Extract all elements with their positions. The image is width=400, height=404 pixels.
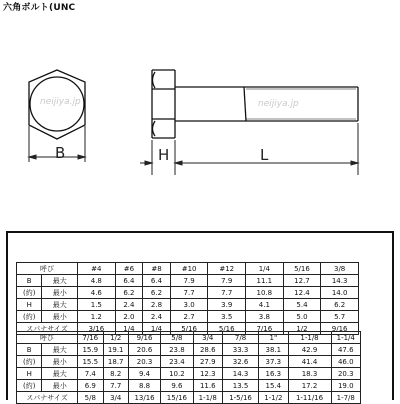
- table-cell: 1-1/2: [259, 392, 288, 404]
- table-cell: 4.6: [78, 287, 116, 299]
- table-row: [17, 392, 361, 404]
- page-title: 六角ボルト(UNC: [3, 3, 76, 13]
- row-group-label: H: [17, 368, 42, 380]
- header-cell: 呼び: [17, 263, 78, 275]
- table-cell: 2.7: [170, 311, 208, 323]
- row-group-label: H: [17, 299, 42, 311]
- table-cell: 20.6: [128, 344, 160, 356]
- table-cell: 2.4: [115, 299, 143, 311]
- table-cell: 18.7: [103, 356, 128, 368]
- table-cell: 15.4: [259, 380, 288, 392]
- table-cell: 5.0: [283, 311, 321, 323]
- row-sub-label: 最小: [42, 287, 78, 299]
- header-cell: 1-1/8: [288, 332, 331, 344]
- table-cell: 8.2: [103, 368, 128, 380]
- table-cell: 2.8: [143, 299, 171, 311]
- table-cell: 15.5: [78, 356, 104, 368]
- header-cell: 7/8: [222, 332, 258, 344]
- header-cell: 9/16: [128, 332, 160, 344]
- header-cell: #6: [115, 263, 143, 275]
- spec-table-1: [16, 262, 359, 335]
- table-header-row: [17, 332, 361, 344]
- watermark: neijiya.jp: [40, 97, 81, 107]
- table-cell: 3/16: [78, 323, 116, 335]
- table-cell: 13.5: [222, 380, 258, 392]
- header-cell: 5/16: [283, 263, 321, 275]
- table-cell: 14.0: [321, 287, 359, 299]
- dimension-b-label: B: [55, 144, 66, 162]
- table-cell: 28.6: [193, 344, 222, 356]
- table-row: [17, 299, 359, 311]
- header-cell: #8: [143, 263, 171, 275]
- table-cell: 38.1: [259, 344, 288, 356]
- table-cell: 9.4: [128, 368, 160, 380]
- table-cell: 1.2: [78, 311, 116, 323]
- table-cell: 4.8: [78, 275, 116, 287]
- table-cell: 6.2: [115, 287, 143, 299]
- table-cell: 1.5: [78, 299, 116, 311]
- table-cell: 6.4: [143, 275, 171, 287]
- table-cell: 6.4: [115, 275, 143, 287]
- table-cell: 15/16: [161, 392, 193, 404]
- table-cell: 3/4: [103, 392, 128, 404]
- table-cell: 12.7: [283, 275, 321, 287]
- row-sub-label: 最大: [42, 344, 78, 356]
- header-cell: #4: [78, 263, 116, 275]
- row-sub-label: 最大: [42, 275, 78, 287]
- row-group-label: (約): [17, 287, 42, 299]
- table-cell: 7.7: [208, 287, 246, 299]
- row-sub-label: 最小: [42, 356, 78, 368]
- table-cell: 5/16: [208, 323, 246, 335]
- spec-table-2: [16, 331, 361, 404]
- table-cell: 7.9: [208, 275, 246, 287]
- row-sub-label: 最小: [42, 311, 78, 323]
- table-row: [17, 356, 361, 368]
- header-cell: 1/2: [103, 332, 128, 344]
- row-group-label: B: [17, 344, 42, 356]
- table-cell: 7.4: [78, 368, 104, 380]
- table-cell: 41.4: [288, 356, 331, 368]
- row-sub-label: 最大: [42, 368, 78, 380]
- table-cell: 16.3: [259, 368, 288, 380]
- table-cell: 4.1: [246, 299, 284, 311]
- table-cell: 23.8: [161, 344, 193, 356]
- header-cell: 7/16: [78, 332, 104, 344]
- table-cell: 23.4: [161, 356, 193, 368]
- table-cell: 1/4: [115, 323, 143, 335]
- row-sub-label: 最大: [42, 299, 78, 311]
- header-cell: 1/4: [246, 263, 284, 275]
- table-cell: 9.6: [161, 380, 193, 392]
- table-cell: 6.9: [78, 380, 104, 392]
- table-cell: 10.2: [161, 368, 193, 380]
- table-cell: 14.3: [222, 368, 258, 380]
- table-cell: 17.2: [288, 380, 331, 392]
- header-cell: 1": [259, 332, 288, 344]
- header-cell: 5/8: [161, 332, 193, 344]
- wrench-size-label: スパナサイズ: [17, 323, 78, 335]
- table-cell: 3.0: [170, 299, 208, 311]
- table-cell: 1-1/8: [193, 392, 222, 404]
- dimension-h-label: H: [158, 146, 170, 164]
- table-cell: 3.8: [246, 311, 284, 323]
- table-row: [17, 275, 359, 287]
- table-cell: 47.6: [331, 344, 360, 356]
- header-cell: 3/4: [193, 332, 222, 344]
- row-group-label: B: [17, 275, 42, 287]
- table-cell: 20.3: [128, 356, 160, 368]
- header-cell: 1-1/4: [331, 332, 360, 344]
- table-cell: 27.9: [193, 356, 222, 368]
- row-sub-label: 最小: [42, 380, 78, 392]
- table-cell: 7.9: [170, 275, 208, 287]
- table-cell: 1-5/16: [222, 392, 258, 404]
- table-cell: 12.4: [283, 287, 321, 299]
- table-cell: 2.4: [143, 311, 171, 323]
- table-cell: 6.2: [143, 287, 171, 299]
- wrench-size-label: スパナサイズ: [17, 392, 78, 404]
- table-row: [17, 287, 359, 299]
- table-cell: 11.1: [246, 275, 284, 287]
- table-cell: 37.3: [259, 356, 288, 368]
- table-cell: 3.9: [208, 299, 246, 311]
- table-cell: 9/16: [321, 323, 359, 335]
- table-cell: 14.3: [321, 275, 359, 287]
- table-cell: 10.8: [246, 287, 284, 299]
- table-row: [17, 311, 359, 323]
- table-row: [17, 344, 361, 356]
- table-cell: 5.4: [283, 299, 321, 311]
- table-cell: 46.0: [331, 356, 360, 368]
- table-cell: 5/16: [170, 323, 208, 335]
- table-cell: 32.6: [222, 356, 258, 368]
- header-cell: #10: [170, 263, 208, 275]
- table-cell: 18.3: [288, 368, 331, 380]
- table-row: [17, 380, 361, 392]
- header-cell: 3/8: [321, 263, 359, 275]
- table-cell: 8.8: [128, 380, 160, 392]
- row-group-label: (約): [17, 311, 42, 323]
- table-cell: 42.9: [288, 344, 331, 356]
- table-cell: 1/2: [283, 323, 321, 335]
- dimension-l-label: L: [260, 146, 269, 164]
- table-cell: 20.3: [331, 368, 360, 380]
- table-cell: 13/16: [128, 392, 160, 404]
- table-row: [17, 368, 361, 380]
- table-cell: 2.0: [115, 311, 143, 323]
- watermark: neijiya.jp: [258, 99, 299, 109]
- table-cell: 3.5: [208, 311, 246, 323]
- table-cell: 12.3: [193, 368, 222, 380]
- table-cell: 1-7/8: [331, 392, 360, 404]
- header-cell: #12: [208, 263, 246, 275]
- table-cell: 15.9: [78, 344, 104, 356]
- table-cell: 5.7: [321, 311, 359, 323]
- table-header-row: [17, 263, 359, 275]
- bolt-side-view: [152, 70, 358, 138]
- table-cell: 5/8: [78, 392, 104, 404]
- row-group-label: (約): [17, 356, 42, 368]
- table-cell: 19.0: [331, 380, 360, 392]
- table-cell: 1-11/16: [288, 392, 331, 404]
- table-cell: 1/4: [143, 323, 171, 335]
- table-cell: 7.7: [103, 380, 128, 392]
- table-cell: 11.6: [193, 380, 222, 392]
- row-group-label: (約): [17, 380, 42, 392]
- table-cell: 33.3: [222, 344, 258, 356]
- table-cell: 6.2: [321, 299, 359, 311]
- header-cell: 呼び: [17, 332, 78, 344]
- table-cell: 7/16: [246, 323, 284, 335]
- table-cell: 19.1: [103, 344, 128, 356]
- table-cell: 7.7: [170, 287, 208, 299]
